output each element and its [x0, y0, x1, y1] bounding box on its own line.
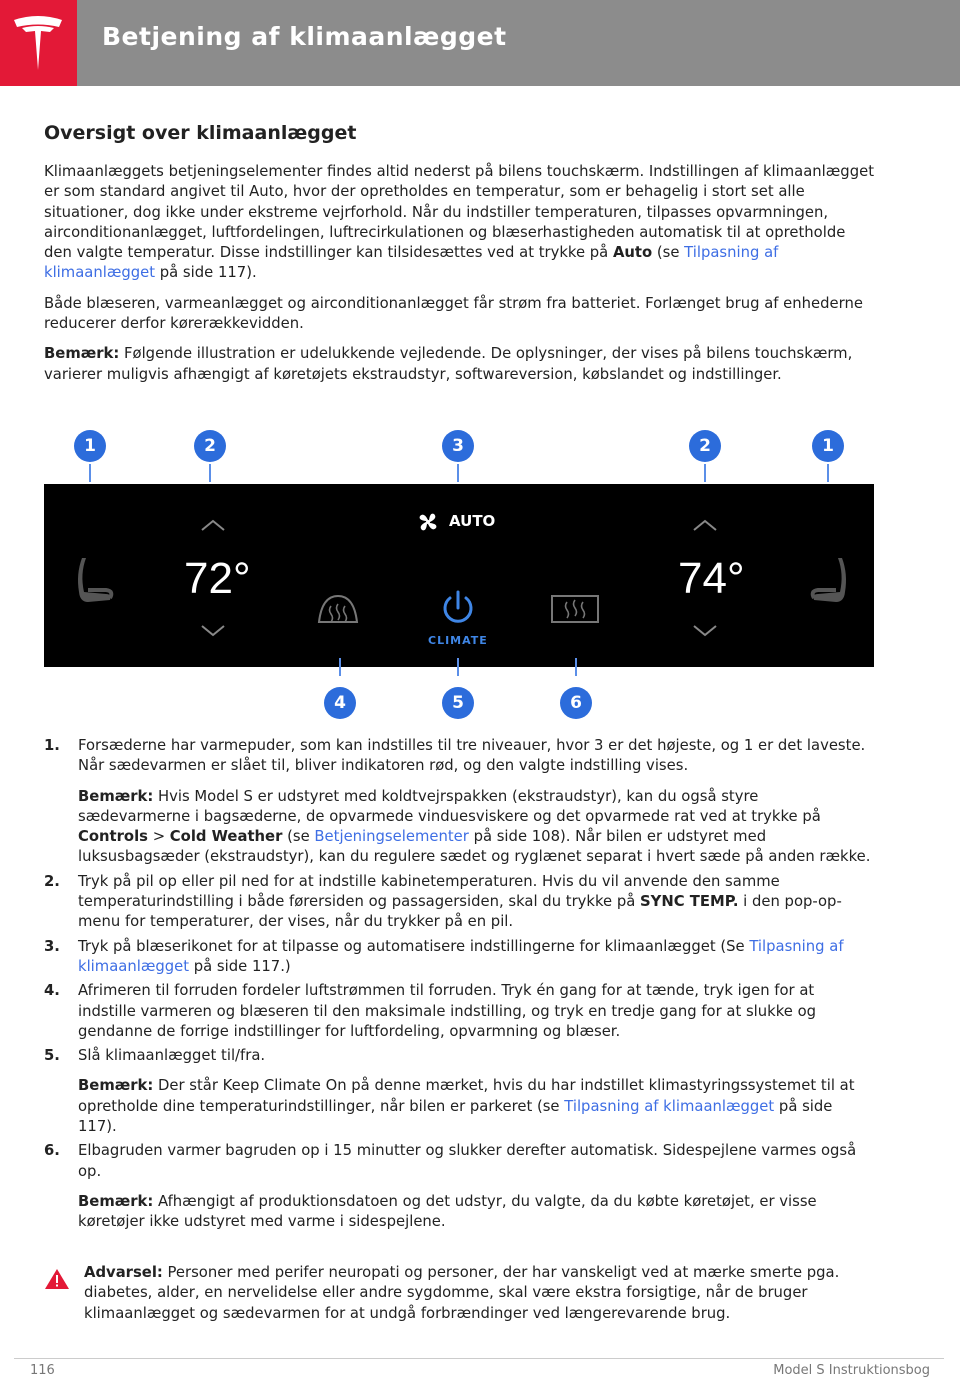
power-icon[interactable] — [438, 588, 478, 628]
item-note: Bemærk: Afhængigt af produktionsdatoen og det udstyr, du valgte, da du købte køretøjet, er visse køretøjer ikke udstyret med varme i sidespejlene. — [78, 1192, 817, 1231]
item-note: Bemærk: Hvis Model S er udstyret med koldtvejrspakken (ekstraudstyr), kan du også styre sædevarmerne i bagsæderne, de opvarmede vinduesviskere og det opvarmede rat ved at trykke på Controls > Cold Weather (se Betjeningselementer på side 108). Når bilen er udstyret med luksusbagsæder (ekstraudstyr), kan du regulere sædet og ryglænet separat i hvert sæde på anden række. — [78, 787, 871, 866]
list-item: 5. Slå klimaanlægget til/fra. Bemærk: Der står Keep Climate On på denne mærket, hvis du har indstillet klimastyringssystemet til at opretholde dine temperaturindstillinger, når bilen er parkeret (se Tilpasning af klimaanlægget på side 117). — [44, 1046, 874, 1137]
leader-line — [339, 658, 341, 676]
callout-2-right: 2 — [689, 430, 721, 462]
warning-icon — [44, 1267, 70, 1291]
list-item: 2. Tryk på pil op eller pil ned for at indstille kabinetemperaturen. Hvis du vil anvende den samme temperaturindstilling i både førersiden og passagersiden, skal du trykke på SYNC TEMP. i den pop-op-menu for temperaturer, der vises, når du trykker på en pil. — [44, 872, 842, 931]
intro-section — [44, 122, 874, 395]
page-number: 116 — [30, 1363, 55, 1378]
climate-panel-figure — [44, 428, 874, 720]
leader-line — [89, 464, 91, 482]
illustration-note: Bemærk: Følgende illustration er udelukkende vejledende. De oplysninger, der vises på bilens touchskærm, varierer muligvis afhængigt af køretøjets ekstraudstyr, softwareversion, købslandet og indstillinger. — [44, 345, 853, 383]
list-item: 1. Forsæderne har varmepuder, som kan indstilles til tre niveauer, hvor 3 er det højeste, og 1 er det laveste. Når sædevarmen er slået til, bliver indikatoren rød, og den valgte indstilling vises. Bemærk: Hvis Model S er udstyret med koldtvejrspakken (ekstraudstyr), kan du også styre sædevarmerne i bagsæderne, de opvarmede vinduesviskere og det opvarmede rat ved at trykke på Controls > Cold Weather (se Betjeningselementer på side 108). Når bilen er udstyret med luksusbagsæder (ekstraudstyr), kan du regulere sædet og ryglænet separat i hvert sæde på anden række. — [44, 736, 874, 868]
footer-divider — [14, 1358, 944, 1359]
climate-control-bar — [44, 484, 874, 667]
callout-3: 3 — [442, 430, 474, 462]
callout-2-left: 2 — [194, 430, 226, 462]
callout-6: 6 — [560, 687, 592, 719]
list-item: 4. Afrimeren til forruden fordeler luftstrømmen til forruden. Tryk én gang for at tænde, tryk igen for at indstille varmeren og blæseren til den maksimale indstilling, og tryk en tredje gang for at slukke og gendanne de forrige indstillinger for luftfordeling, opvarmning og blæser. — [44, 982, 817, 1040]
auto-label[interactable]: AUTO — [449, 512, 496, 530]
battery-paragraph: Både blæseren, varmeanlægget og airconditionanlægget får strøm fra batteriet. Forlænget brug af enhederne reducerer derfor kørerækkevidden. — [44, 294, 863, 333]
front-defrost-icon[interactable] — [316, 592, 360, 626]
climate-label[interactable]: CLIMATE — [428, 634, 488, 647]
fan-icon[interactable] — [416, 510, 440, 534]
tesla-logo-icon — [12, 14, 64, 72]
chevron-down-icon[interactable] — [692, 624, 718, 638]
page-header — [0, 0, 960, 86]
leader-line — [575, 658, 577, 676]
link-tilpasning[interactable]: Tilpasning af klimaanlægget — [564, 1097, 775, 1115]
footer-title: Model S Instruktionsbog — [773, 1363, 930, 1378]
leader-line — [457, 658, 459, 676]
leader-line — [209, 464, 211, 482]
list-item: 3. Tryk på blæserikonet for at tilpasse og automatisere indstillingerne for klimaanlægget (Se Tilpasning af klimaanlægget på side 117.) — [44, 937, 844, 975]
callout-4: 4 — [324, 687, 356, 719]
callout-description-list — [44, 736, 874, 1237]
list-item: 6. Elbagruden varmer bagruden op i 15 minutter og slukker derefter automatisk. Sidespejlene varmes også op. Bemærk: Afhængigt af produktionsdatoen og det udstyr, du valgte, da du købte køretøjet, er visse køretøjer ikke udstyret med varme i sidespejlene. — [44, 1141, 874, 1232]
chevron-up-icon[interactable] — [692, 518, 718, 532]
seat-heater-right-icon[interactable] — [808, 554, 848, 606]
item-note: Bemærk: Der står Keep Climate On på denne mærket, hvis du har indstillet klimastyringssystemet til at opretholde dine temperaturindstillinger, når bilen er parkeret (se Tilpasning af klimaanlægget på side 117). — [78, 1077, 855, 1136]
rear-defrost-icon[interactable] — [550, 594, 600, 624]
leader-line — [704, 464, 706, 482]
intro-paragraph: Klimaanlæggets betjeningselementer findes altid nederst på bilens touchskærm. Indstillingen af klimaanlægget er som standard angivet til Auto, hvor der opretholdes en temperatur, som er behagelig i stort set alle situationer, dog ikke under ekstreme vejrforhold. Når du indstiller temperaturen, tilpasses opvarmningen, airconditionanlægget, luftfordelingen, luftrecirkulationen og blæserhastigheden automatisk til at opretholde den valgte temperatur. Disse indstillinger kan tilsidesættes ved at trykke på Auto (se Tilpasning af klimaanlægget på side 117). — [44, 163, 874, 282]
callout-1-left: 1 — [74, 430, 106, 462]
chevron-down-icon[interactable] — [200, 624, 226, 638]
tesla-logo — [0, 0, 77, 86]
seat-heater-left-icon[interactable] — [76, 554, 116, 606]
right-temperature: 74° — [678, 554, 745, 603]
callout-5: 5 — [442, 687, 474, 719]
chevron-up-icon[interactable] — [200, 518, 226, 532]
section-title: Oversigt over klimaanlægget — [44, 122, 357, 144]
link-betjeningselementer[interactable]: Betjeningselementer — [314, 828, 469, 846]
warning-box — [44, 1263, 874, 1334]
chapter-title: Betjening af klimaanlægget — [102, 22, 507, 51]
left-temperature: 72° — [184, 554, 251, 603]
leader-line — [827, 464, 829, 482]
link-tilpasning[interactable]: Tilpasning af klimaanlægget — [44, 244, 779, 282]
warning-text: Advarsel: Personer med perifer neuropati og personer, der har vanskeligt ved at mærke smerte pga. diabetes, alder, en nervelidelse eller andre sygdomme, skal være ekstra forsigtige, når de bruger klimaanlægget og sædevarmen for at undgå forbrændinger ved længerevarende brug. — [84, 1264, 840, 1322]
callout-1-right: 1 — [812, 430, 844, 462]
leader-line — [457, 464, 459, 482]
link-tilpasning[interactable]: Tilpasning af klimaanlægget — [78, 937, 844, 975]
